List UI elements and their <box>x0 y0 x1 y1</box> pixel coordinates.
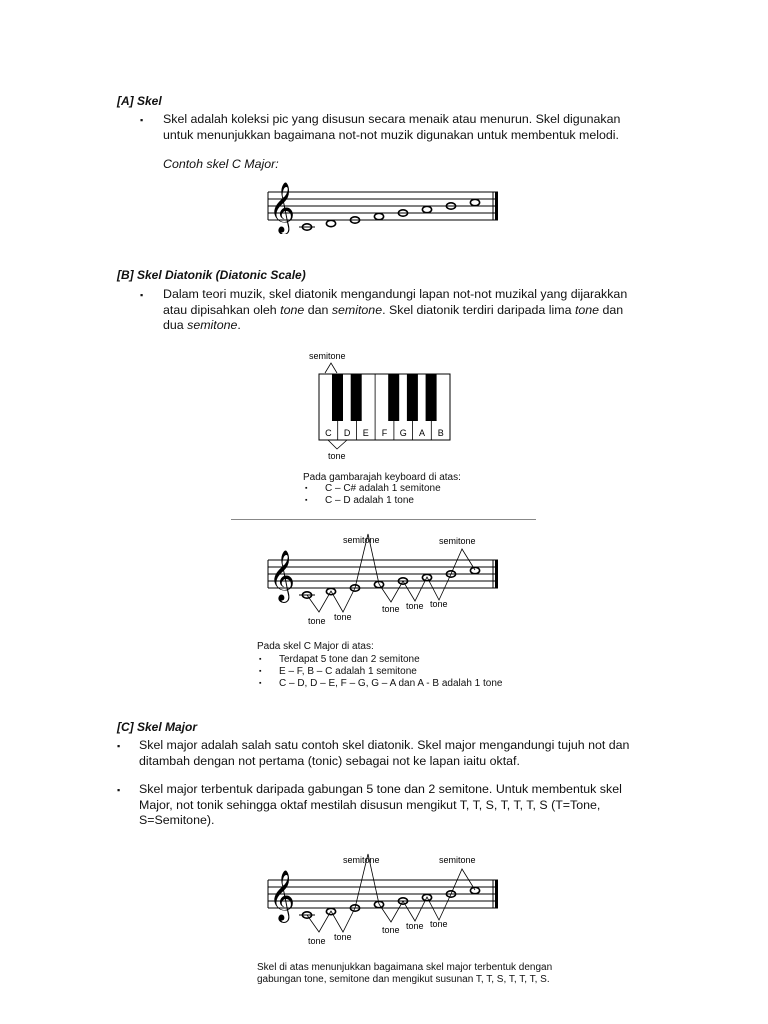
section-a-heading: [A] Skel <box>117 94 162 108</box>
key-label-e: E <box>362 428 369 438</box>
section-c-line-2: ditambah dengan not pertama (tonic) sebagai not ke lapan iaitu oktaf. <box>139 753 520 768</box>
section-b-line-1: Dalam teori muzik, skel diatonik mengandungi lapan not-not muzikal yang dijarakkan <box>163 287 628 301</box>
keyboard-note-item-1: C – C# adalah 1 semitone <box>325 483 441 494</box>
key-label-f: F <box>381 428 388 438</box>
treble-clef-icon: 𝄞 <box>269 183 296 232</box>
bullet-icon: ▪ <box>140 290 144 300</box>
tone-label: tone <box>308 936 326 946</box>
section-a-line-1: Skel adalah koleksi pic yang disusun secara menaik atau menurun. Skel digunakan <box>163 112 621 126</box>
bullet-icon: ▪ <box>140 115 144 125</box>
tone-label: tone <box>430 919 448 929</box>
tone-label: tone <box>382 604 400 614</box>
key-label-d: D <box>343 428 351 438</box>
example-label: Contoh skel C Major: <box>163 157 279 171</box>
section-c-line-1: Skel major adalah salah satu contoh skel diatonik. Skel major mengandungi tujuh not dan <box>139 738 630 752</box>
tone-label: tone <box>382 925 400 935</box>
semitone-label: semitone <box>343 535 380 545</box>
semitone-label: semitone <box>343 855 380 865</box>
treble-clef-icon: 𝄞 <box>269 871 296 920</box>
bullet-icon: ▪ <box>117 741 121 751</box>
keyboard-note-item-2: C – D adalah 1 tone <box>325 495 414 506</box>
major-scale-staff <box>262 850 507 950</box>
key-label-b: B <box>437 428 444 438</box>
staff-note-item-3: C – D, D – E, F – G, G – A dan A - B adalah 1 tone <box>279 678 503 689</box>
keyboard-note-intro: Pada gambarajah keyboard di atas: <box>303 472 461 483</box>
section-c-line-3: Skel major terbentuk daripada gabungan 5 tone dan 2 semitone. Untuk membentuk skel <box>139 782 622 796</box>
tone-label: tone <box>406 921 424 931</box>
bullet-icon: ▪ <box>259 680 262 687</box>
keyboard-tone-label: tone <box>328 451 346 461</box>
tone-label: tone <box>334 612 352 622</box>
section-c-heading: [C] Skel Major <box>117 720 198 734</box>
section-a-paragraph <box>163 112 620 143</box>
section-c-line-5: S=Semitone). <box>139 813 215 827</box>
section-b-heading: [B] Skel Diatonik (Diatonic Scale) <box>117 268 306 282</box>
caption-line-2: gabungan tone, semitone dan mengikut susunan T, T, S, T, T, T, S. <box>257 974 550 985</box>
section-c-paragraph-2 <box>139 782 622 829</box>
tone-label: tone <box>430 599 448 609</box>
section-b-paragraph <box>163 287 627 334</box>
treble-clef-icon: 𝄞 <box>269 551 296 600</box>
staff-note-intro: Pada skel C Major di atas: <box>257 641 374 652</box>
staff-note-item-1: Terdapat 5 tone dan 2 semitone <box>279 654 420 665</box>
key-label-c: C <box>325 428 332 438</box>
bullet-icon: ▪ <box>305 497 308 504</box>
tone-label: tone <box>308 616 326 626</box>
c-major-staff <box>262 176 507 234</box>
major-scale-caption <box>257 962 552 986</box>
semitone-label: semitone <box>439 536 476 546</box>
tone-semitone-staff <box>262 530 507 630</box>
key-label-a: A <box>418 428 426 438</box>
staff-note-item-2: E – F, B – C adalah 1 semitone <box>279 666 417 677</box>
divider <box>231 519 536 520</box>
bullet-icon: ▪ <box>117 785 121 795</box>
section-b-line-2: atau dipisahkan oleh tone dan semitone. Skel diatonik terdiri daripada lima tone dan <box>163 302 624 317</box>
key-label-g: G <box>399 428 407 438</box>
section-c-line-4: Major, not tonik sehingga oktaf mestilah disusun mengikut T, T, S, T, T, T, S (T=Tone, <box>139 797 601 812</box>
keyboard-semitone-label: semitone <box>309 351 346 361</box>
section-a-line-2: untuk menunjukkan bagaimana not-not muzik digunakan untuk membentuk melodi. <box>163 127 619 142</box>
keyboard-diagram <box>300 345 460 465</box>
section-b-line-3: dua semitone. <box>163 318 241 332</box>
bullet-icon: ▪ <box>305 485 308 492</box>
section-c-paragraph-1 <box>139 738 629 769</box>
tone-label: tone <box>406 601 424 611</box>
bullet-icon: ▪ <box>259 668 262 675</box>
caption-line-1: Skel di atas menunjukkan bagaimana skel major terbentuk dengan <box>257 962 553 973</box>
tone-label: tone <box>334 932 352 942</box>
bullet-icon: ▪ <box>259 656 262 663</box>
semitone-label: semitone <box>439 855 476 865</box>
